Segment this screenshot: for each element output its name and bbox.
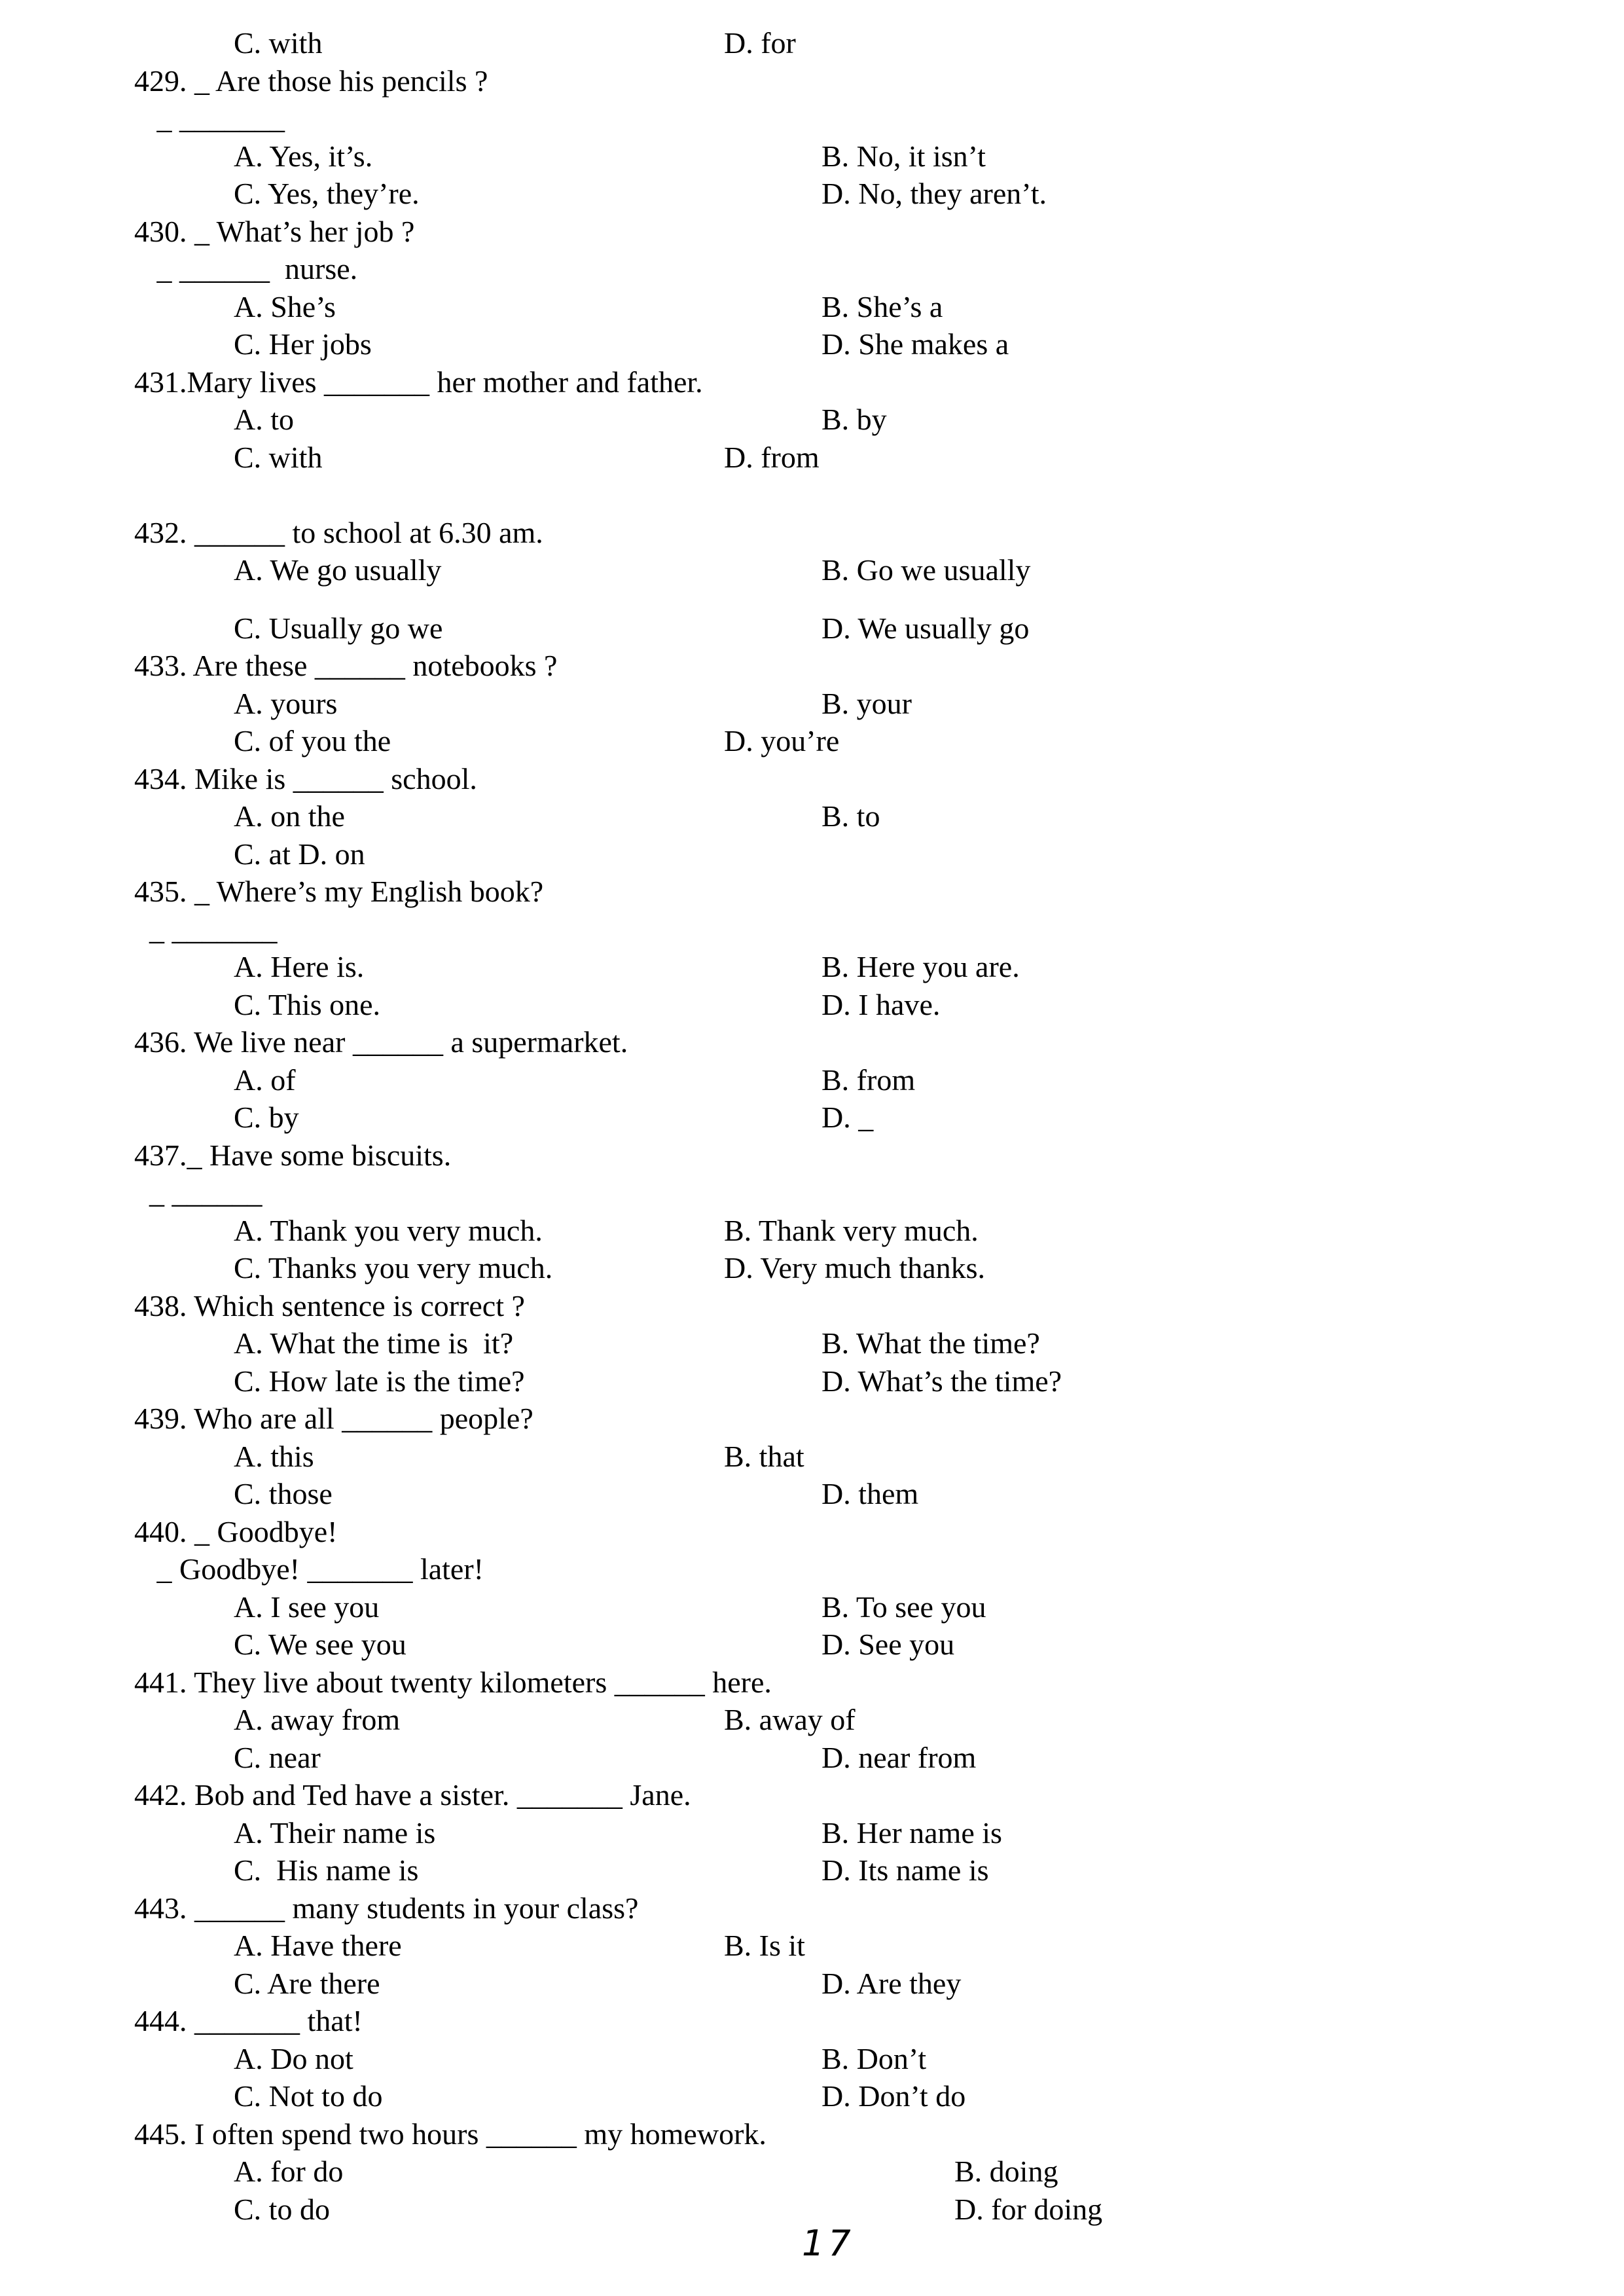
question-text: 436. We live near ______ a supermarket.: [134, 1025, 628, 1059]
text-line: [0, 1249, 1624, 1287]
answer-option: C. This one.: [234, 987, 381, 1021]
text-line: [0, 1023, 1624, 1061]
answer-option: B. What the time?: [821, 1326, 1040, 1360]
text-line: [0, 1061, 1624, 1099]
answer-option: A. on the: [234, 799, 345, 833]
answer-option: D. for: [724, 26, 796, 60]
answer-option: A. away from: [234, 1703, 401, 1736]
question-text: _ ______ nurse.: [134, 252, 358, 285]
answer-option: B. that: [724, 1439, 804, 1473]
text-line: [0, 1324, 1624, 1362]
text-line: [0, 2002, 1624, 2040]
answer-option: A. of: [234, 1063, 296, 1097]
answer-option: A. What the time is it?: [234, 1326, 514, 1360]
text-line: [0, 62, 1624, 100]
text-line: [0, 1287, 1624, 1325]
question-text: 438. Which sentence is correct ?: [134, 1288, 525, 1322]
answer-option: C. with: [234, 26, 323, 60]
question-text: _ _______: [134, 101, 285, 135]
answer-option: C. How late is the time?: [234, 1364, 525, 1398]
text-line: [0, 1927, 1624, 1965]
question-text: 429. _ Are those his pencils ?: [134, 64, 488, 98]
text-line: [0, 685, 1624, 723]
text-line: [0, 1739, 1624, 1777]
answer-option: C. Thanks you very much.: [234, 1251, 553, 1285]
answer-option: A. Have there: [234, 1929, 402, 1962]
text-line: [0, 986, 1624, 1024]
text-line: [0, 1475, 1624, 1513]
answer-option: B. Go we usually: [821, 553, 1031, 587]
text-line: [0, 1550, 1624, 1588]
answer-option: D. Are they: [821, 1966, 962, 2000]
text-line: [0, 797, 1624, 835]
question-text: 431.Mary lives _______ her mother and father.: [134, 365, 703, 399]
answer-option: D. What’s the time?: [821, 1364, 1062, 1398]
answer-option: D. you’re: [724, 724, 840, 757]
answer-option: B. Thank very much.: [724, 1213, 979, 1247]
text-line: [0, 137, 1624, 175]
question-text: _ ______: [134, 1176, 262, 1209]
text-line: [0, 2115, 1624, 2153]
answer-option: C. Not to do: [234, 2079, 383, 2113]
answer-option: D. We usually go: [821, 611, 1030, 645]
text-line: [0, 1776, 1624, 1814]
text-line: [0, 835, 1624, 873]
text-line: [0, 2040, 1624, 2078]
answer-option: D. near from: [821, 1740, 977, 1774]
answer-option: D. from: [724, 440, 820, 474]
text-line: [0, 873, 1624, 911]
text-line: [0, 610, 1624, 647]
text-line: [0, 1137, 1624, 1175]
answer-option: C. near: [234, 1740, 321, 1774]
question-text: 435. _ Where’s my English book?: [134, 875, 544, 908]
text-line: [0, 948, 1624, 986]
answer-option: D. _: [821, 1101, 874, 1134]
answer-option: B. To see you: [821, 1590, 986, 1624]
question-text: 430. _ What’s her job ?: [134, 214, 415, 248]
answer-option: C. Usually go we: [234, 611, 443, 645]
text-line: [0, 911, 1624, 949]
question-text: _ Goodbye! _______ later!: [134, 1552, 484, 1586]
text-line: [0, 722, 1624, 760]
answer-option: C. His name is: [234, 1853, 419, 1887]
question-text: 442. Bob and Ted have a sister. _______ Jane.: [134, 1778, 691, 1812]
answer-option: B. your: [821, 686, 912, 720]
question-text: 441. They live about twenty kilometers ______ here.: [134, 1665, 772, 1699]
answer-option: D. for doing: [954, 2192, 1103, 2226]
answer-option: A. Do not: [234, 2041, 353, 2075]
answer-option: B. Here you are.: [821, 950, 1020, 983]
answer-option: A. Thank you very much.: [234, 1213, 543, 1247]
text-line: [0, 1099, 1624, 1137]
text-line: [0, 250, 1624, 288]
answer-option: A. this: [234, 1439, 314, 1473]
question-text: 444. _______ that!: [134, 2004, 363, 2037]
answer-option: A. We go usually: [234, 553, 442, 587]
answer-option: A. I see you: [234, 1590, 380, 1624]
text-line: [0, 1664, 1624, 1702]
text-line: [0, 175, 1624, 213]
answer-option: C. with: [234, 440, 323, 474]
answer-option: B. doing: [954, 2155, 1058, 2188]
answer-option: D. I have.: [821, 987, 941, 1021]
answer-option: B. away of: [724, 1703, 856, 1736]
answer-option: B. to: [821, 799, 880, 833]
text-line: [0, 1174, 1624, 1212]
answer-option: B. Her name is: [821, 1815, 1002, 1850]
question-text: 433. Are these ______ notebooks ?: [134, 649, 558, 682]
text-line: [0, 325, 1624, 363]
text-line: [0, 1513, 1624, 1551]
text-line: [0, 1212, 1624, 1250]
answer-option: C. by: [234, 1101, 299, 1134]
text-line: [0, 1851, 1624, 1889]
text-line: [0, 476, 1624, 514]
answer-option: B. by: [821, 403, 887, 436]
answer-option: C. Are there: [234, 1966, 380, 2000]
answer-option: B. Is it: [724, 1929, 805, 1962]
answer-option: B. Don’t: [821, 2041, 927, 2075]
question-text: 432. ______ to school at 6.30 am.: [134, 515, 543, 549]
answer-option: D. She makes a: [821, 327, 1009, 361]
answer-option: A. for do: [234, 2155, 344, 2188]
answer-option: C. Yes, they’re.: [234, 177, 420, 210]
text-line: [0, 1588, 1624, 1626]
answer-option: A. yours: [234, 686, 338, 720]
answer-option: D. Very much thanks.: [724, 1251, 986, 1285]
answer-option: A. She’s: [234, 289, 336, 323]
question-text: _ _______: [134, 912, 278, 946]
question-text: 443. ______ many students in your class?: [134, 1891, 639, 1925]
text-line: [0, 100, 1624, 137]
text-line: [0, 2077, 1624, 2115]
text-line: [0, 1965, 1624, 2003]
answer-option: D. No, they aren’t.: [821, 177, 1047, 210]
answer-option: A. Here is.: [234, 950, 365, 983]
question-text: 445. I often spend two hours ______ my homework.: [134, 2117, 767, 2151]
answer-option: D. Don’t do: [821, 2079, 966, 2113]
page-number: 17: [802, 2223, 855, 2264]
answer-option: C. Her jobs: [234, 327, 372, 361]
answer-option: C. to do: [234, 2192, 330, 2226]
answer-option: A. Yes, it’s.: [234, 139, 373, 173]
answer-option: B. No, it isn’t: [821, 139, 986, 173]
answer-option: C. those: [234, 1477, 333, 1510]
text-line: [0, 24, 1624, 62]
text-line: [0, 1889, 1624, 1927]
text-line: [0, 1814, 1624, 1852]
text-line: [0, 551, 1624, 589]
text-line: [0, 514, 1624, 552]
text-line: [0, 363, 1624, 401]
answer-option: C. of you the: [234, 724, 391, 757]
text-line: [0, 1362, 1624, 1400]
question-text: 439. Who are all ______ people?: [134, 1402, 533, 1435]
text-line: [0, 288, 1624, 326]
answer-option: A. Their name is: [234, 1815, 436, 1850]
answer-option: D. them: [821, 1477, 919, 1510]
answer-option: D. See you: [821, 1628, 955, 1661]
answer-option: D. Its name is: [821, 1853, 989, 1887]
text-line: [0, 213, 1624, 251]
text-line: [0, 401, 1624, 439]
text-line: [0, 1626, 1624, 1664]
answer-option: C. We see you: [234, 1628, 406, 1661]
text-line: [0, 439, 1624, 477]
question-text: 440. _ Goodbye!: [134, 1514, 338, 1548]
answer-option: B. from: [821, 1063, 916, 1097]
answer-option: A. to: [234, 403, 294, 436]
answer-option: C. at D. on: [234, 837, 365, 871]
answer-option: B. She’s a: [821, 289, 943, 323]
question-text: 437._ Have some biscuits.: [134, 1138, 452, 1172]
text-line: [0, 1400, 1624, 1438]
text-line: [0, 2153, 1624, 2191]
text-line: [0, 1701, 1624, 1739]
text-line: [0, 647, 1624, 685]
text-line: [0, 1438, 1624, 1476]
text-line: [0, 760, 1624, 798]
question-text: 434. Mike is ______ school.: [134, 761, 477, 795]
